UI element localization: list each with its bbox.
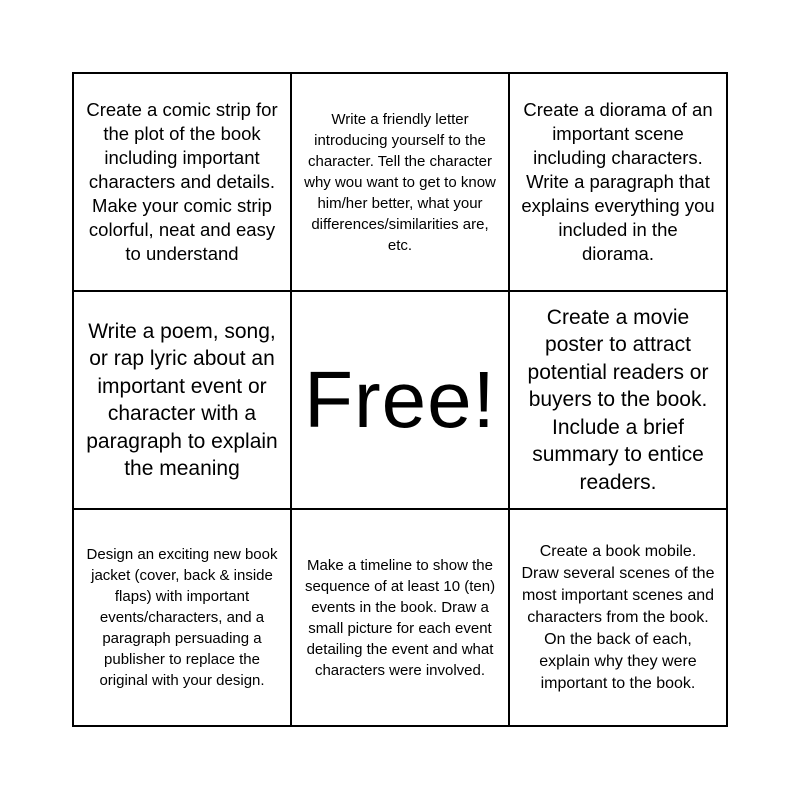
- bingo-cell-movie-poster: [510, 292, 726, 510]
- bingo-cell-free-space: [292, 292, 510, 510]
- cell-text: Write a friendly letter introducing yourself to the character. Tell the character why wou want to get to know him/her better, what your differences/similarities are, etc.: [304, 110, 496, 254]
- bingo-cell-timeline: [292, 510, 510, 725]
- bingo-cell-poem: [74, 292, 292, 510]
- bingo-cell-book-jacket: [74, 510, 292, 725]
- bingo-cell-diorama: [510, 74, 726, 292]
- cell-text: Create a movie poster to attract potential readers or buyers to the book. Include a brief summary to entice readers.: [527, 305, 709, 494]
- cell-text: Design an exciting new book jacket (cover, back & inside flaps) with important events/characters, and a paragraph persuading a publisher to replace the original with your design.: [86, 546, 278, 689]
- bingo-board: [72, 72, 728, 727]
- cell-text: Write a poem, song, or rap lyric about an important event or character with a paragraph to explain the meaning: [86, 319, 278, 480]
- bingo-cell-book-mobile: [510, 510, 726, 725]
- bingo-cell-comic-strip: [74, 74, 292, 292]
- cell-text: Create a comic strip for the plot of the book including important characters and details. Make your comic strip colorful, neat and easy to understand: [86, 99, 278, 264]
- bingo-cell-friendly-letter: [292, 74, 510, 292]
- cell-text: Make a timeline to show the sequence of at least 10 (ten) events in the book. Draw a small picture for each event detailing the event and what characters were involved.: [304, 556, 496, 679]
- cell-text: Create a book mobile. Draw several scenes of the most important scenes and characters from the book. On the back of each, explain why they were important to the book.: [521, 542, 715, 692]
- cell-text: Create a diorama of an important scene including characters. Write a paragraph that explains everything you included in the diorama.: [521, 99, 715, 264]
- free-space-text: Free!: [304, 355, 496, 444]
